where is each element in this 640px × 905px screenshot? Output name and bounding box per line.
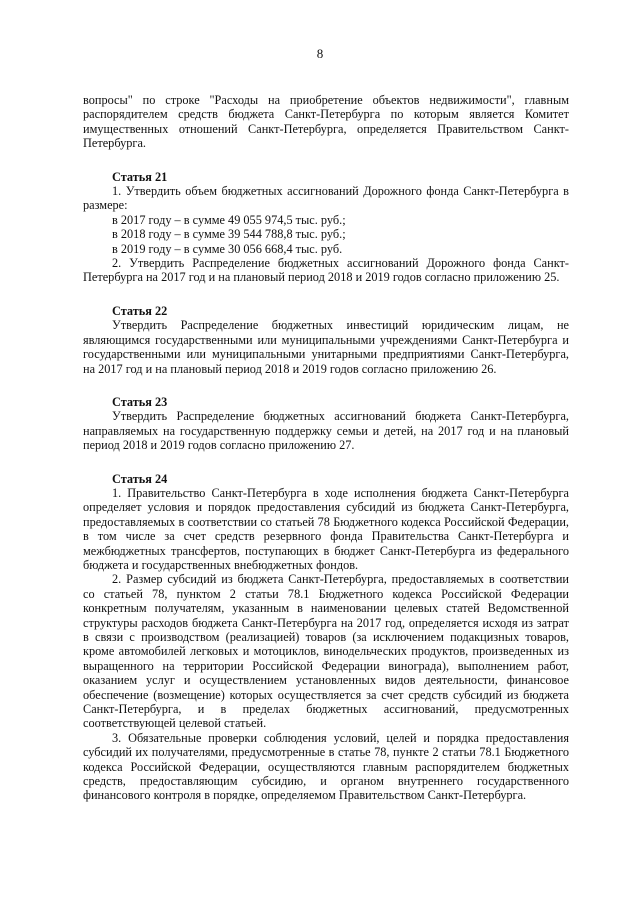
article-24-title: Статья 24 [112,471,168,486]
article-21-paragraph-1: 1. Утвердить объем бюджетных ассигнований Дорожного фонда Санкт-Петербурга в размере: [83,184,569,213]
article-23 [83,395,569,453]
intro-paragraph: вопросы" по строке "Расходы на приобретение объектов недвижимости", главным распорядителем средств бюджета Санкт-Петербурга по которым является Комитет имущественных отношений Санкт-Петербурга, определяется Правительством Санкт-Петербурга. [83,93,569,151]
article-22-title: Статья 22 [112,303,168,318]
document-body [83,93,569,803]
article-24-paragraph-1: 1. Правительство Санкт-Петербурга в ходе исполнения бюджета Санкт-Петербурга определяет условия и порядок предоставления субсидий из бюджета Санкт-Петербурга, предоставляемых в соответствии со статьей 78 Бюджетного кодекса Российской Федерации, в том числе за счет средств резервного фонда Правительства Санкт-Петербурга и межбюджетных трансфертов, поступающих в бюджет Санкт-Петербурга из федерального бюджета и государственных внебюджетных фондов. [83,485,569,572]
article-21-paragraph-2: 2. Утвердить Распределение бюджетных ассигнований Дорожного фонда Санкт-Петербурга на 2017 год и на плановый период 2018 и 2019 годов согласно приложению 25. [83,256,569,285]
page-number: 8 [316,46,324,61]
article-24 [83,472,569,803]
article-21-year-2017: в 2017 году – в сумме 49 055 974,5 тыс. руб.; [112,212,346,227]
article-21-title: Статья 21 [112,169,168,184]
article-21-year-2019: в 2019 году – в сумме 30 056 668,4 тыс. руб. [112,241,343,256]
article-21 [83,170,569,285]
article-24-paragraph-3: 3. Обязательные проверки соблюдения условий, целей и порядка предоставления субсидий их получателями, предусмотренные в статье 78, пункте 2 статьи 78.1 Бюджетного кодекса Российской Федерации, осуществляются главным распорядителем бюджетных средств, предоставляющим субсидию, и органом внутреннего государственного финансового контроля в порядке, определяемом Правительством Санкт-Петербурга. [83,730,569,803]
article-22-paragraph-1: Утвердить Распределение бюджетных инвестиций юридическим лицам, не являющимся государственными или муниципальными учреждениями Санкт-Петербурга и государственными или муниципальными унитарными предприятиями Санкт-Петербурга, на 2017 год и на плановый период 2018 и 2019 годов согласно приложению 26. [83,318,569,376]
article-23-paragraph-1: Утвердить Распределение бюджетных ассигнований бюджета Санкт-Петербурга, направляемых на государственную поддержку семьи и детей, на 2017 год и на плановый период 2018 и 2019 годов согласно приложению 27. [83,409,569,453]
article-21-year-2018: в 2018 году – в сумме 39 544 788,8 тыс. руб.; [112,227,346,242]
article-24-paragraph-2: 2. Размер субсидий из бюджета Санкт-Петербурга, предоставляемых в соответствии со статьей 78, пунктом 2 статьи 78.1 Бюджетного кодекса Российской Федерации конкретным получателям, указанным в наименовании целевых статей Ведомственной структуры расходов бюджета Санкт-Петербурга на 2017 год, определяется исходя из затрат в связи с производством (реализацией) товаров (за исключением подакцизных товаров, кроме автомобилей легковых и мотоциклов, винодельческих продуктов, произведенных из выращенного на территории Российской Федерации винограда), выполнением работ, оказанием услуг и осуществлением установленных видов деятельности, финансовое обеспечение (возмещение) которых осуществляется за счет средств субсидий из бюджета Санкт-Петербурга, и в пределах бюджетных ассигнований, предусмотренных соответствующей целевой статьей. [83,572,569,731]
article-23-title: Статья 23 [112,394,168,409]
article-22 [83,304,569,376]
